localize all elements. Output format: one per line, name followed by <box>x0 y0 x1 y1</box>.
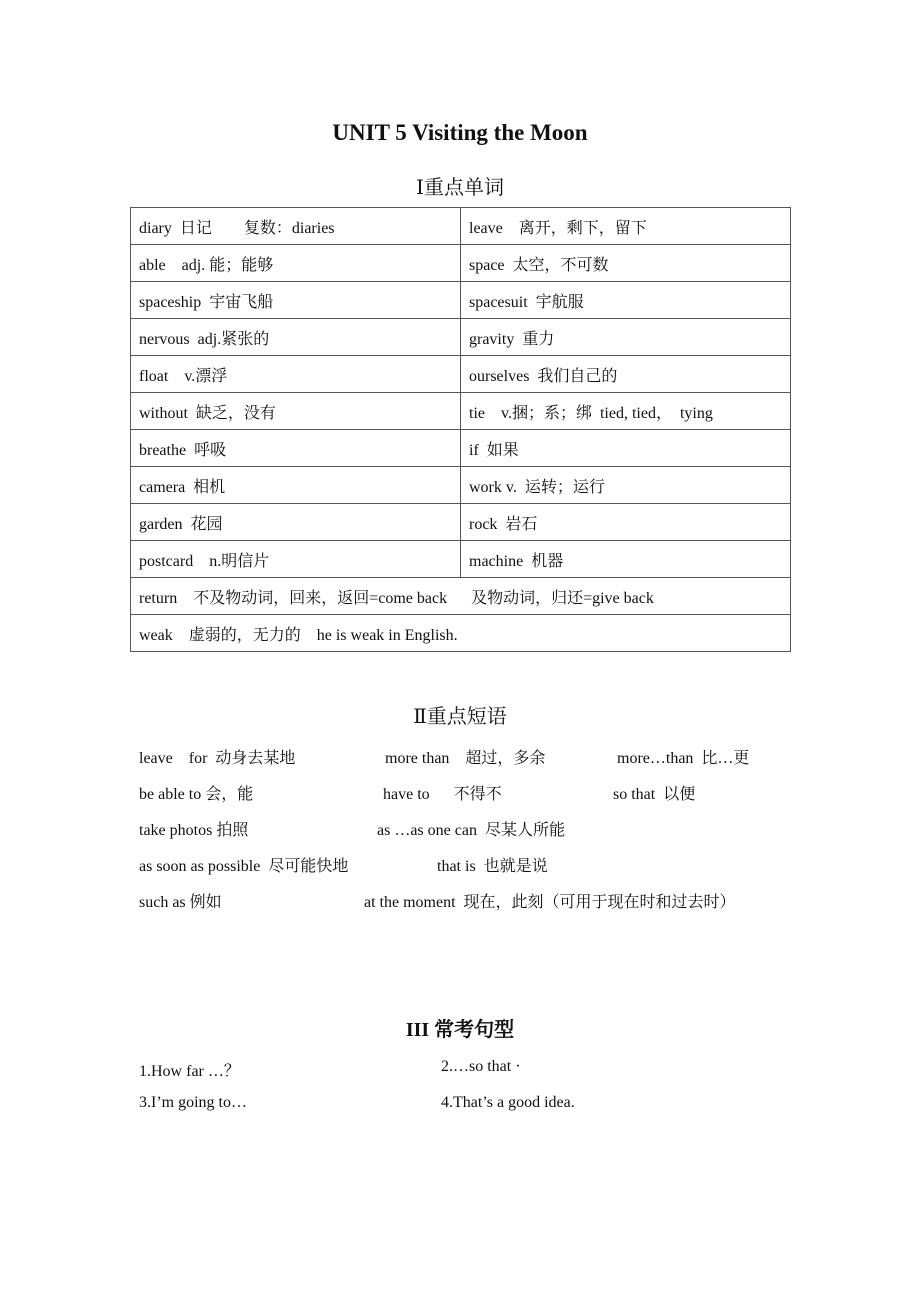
phrase-line <box>0 889 920 913</box>
table-cell: machine 机器 <box>461 541 791 578</box>
phrase-item: be able to 会，能 <box>139 786 254 803</box>
table-cell: postcard n.明信片 <box>131 541 461 578</box>
table-row <box>131 393 791 430</box>
phrase-item: take photos 拍照 <box>139 822 249 839</box>
section-heading-sentences: III 常考句型 <box>405 1019 515 1041</box>
table-row <box>131 282 791 319</box>
table-cell: diary 日记 复数：diaries <box>131 208 461 245</box>
table-cell: ourselves 我们自己的 <box>461 356 791 393</box>
phrase-item: more…than 比…更 <box>617 750 750 767</box>
table-row <box>131 578 791 615</box>
section-heading-phrases: Ⅱ重点短语 <box>413 706 507 728</box>
sentence-line <box>0 1058 920 1082</box>
phrase-item: such as 例如 <box>139 894 222 911</box>
sentence-item: 4.That’s a good idea. <box>441 1094 575 1111</box>
phrase-item: that is 也就是说 <box>437 858 548 875</box>
table-row <box>131 208 791 245</box>
table-row <box>131 467 791 504</box>
table-row <box>131 615 791 652</box>
phrase-item: so that 以便 <box>613 786 696 803</box>
phrase-item: leave for 动身去某地 <box>139 750 296 767</box>
table-cell: gravity 重力 <box>461 319 791 356</box>
table-cell: spacesuit 宇航服 <box>461 282 791 319</box>
table-cell-wide: return 不及物动词，回来，返回=come back 及物动词，归还=give back <box>131 578 791 615</box>
table-row <box>131 541 791 578</box>
table-cell: without 缺乏，没有 <box>131 393 461 430</box>
table-row <box>131 430 791 467</box>
table-cell: camera 相机 <box>131 467 461 504</box>
section-heading-words: Ⅰ重点单词 <box>416 177 504 199</box>
table-cell: work v. 运转；运行 <box>461 467 791 504</box>
phrase-line <box>0 817 920 841</box>
table-row <box>131 245 791 282</box>
table-cell: tie v.捆；系；绑 tied, tied， tying <box>461 393 791 430</box>
phrase-item: as …as one can 尽某人所能 <box>377 822 565 839</box>
sentence-line <box>0 1094 920 1118</box>
phrase-item: as soon as possible 尽可能快地 <box>139 858 349 875</box>
phrase-item: more than 超过，多余 <box>385 750 546 767</box>
table-row <box>131 356 791 393</box>
table-cell: nervous adj.紧张的 <box>131 319 461 356</box>
table-cell: space 太空，不可数 <box>461 245 791 282</box>
sentence-item: 3.I’m going to… <box>139 1094 247 1111</box>
vocabulary-table <box>130 207 791 652</box>
phrase-line <box>0 853 920 877</box>
phrase-line <box>0 781 920 805</box>
sentence-item: 1.How far …？ <box>139 1063 240 1080</box>
table-cell: garden 花园 <box>131 504 461 541</box>
table-row <box>131 319 791 356</box>
table-cell: if 如果 <box>461 430 791 467</box>
table-cell: able adj. 能；能够 <box>131 245 461 282</box>
phrase-item: at the moment 现在，此刻（可用于现在时和过去时） <box>364 894 736 911</box>
phrase-item: have to 不得不 <box>383 786 502 803</box>
table-cell: rock 岩石 <box>461 504 791 541</box>
table-cell: breathe 呼吸 <box>131 430 461 467</box>
table-cell: spaceship 宇宙飞船 <box>131 282 461 319</box>
table-cell: leave 离开，剩下，留下 <box>461 208 791 245</box>
page-title: UNIT 5 Visiting the Moon <box>332 120 588 145</box>
table-row <box>131 504 791 541</box>
table-cell-wide: weak 虚弱的，无力的 he is weak in English. <box>131 615 791 652</box>
phrase-line <box>0 745 920 769</box>
sentence-item: 2.…so that · <box>441 1058 521 1075</box>
table-cell: float v.漂浮 <box>131 356 461 393</box>
